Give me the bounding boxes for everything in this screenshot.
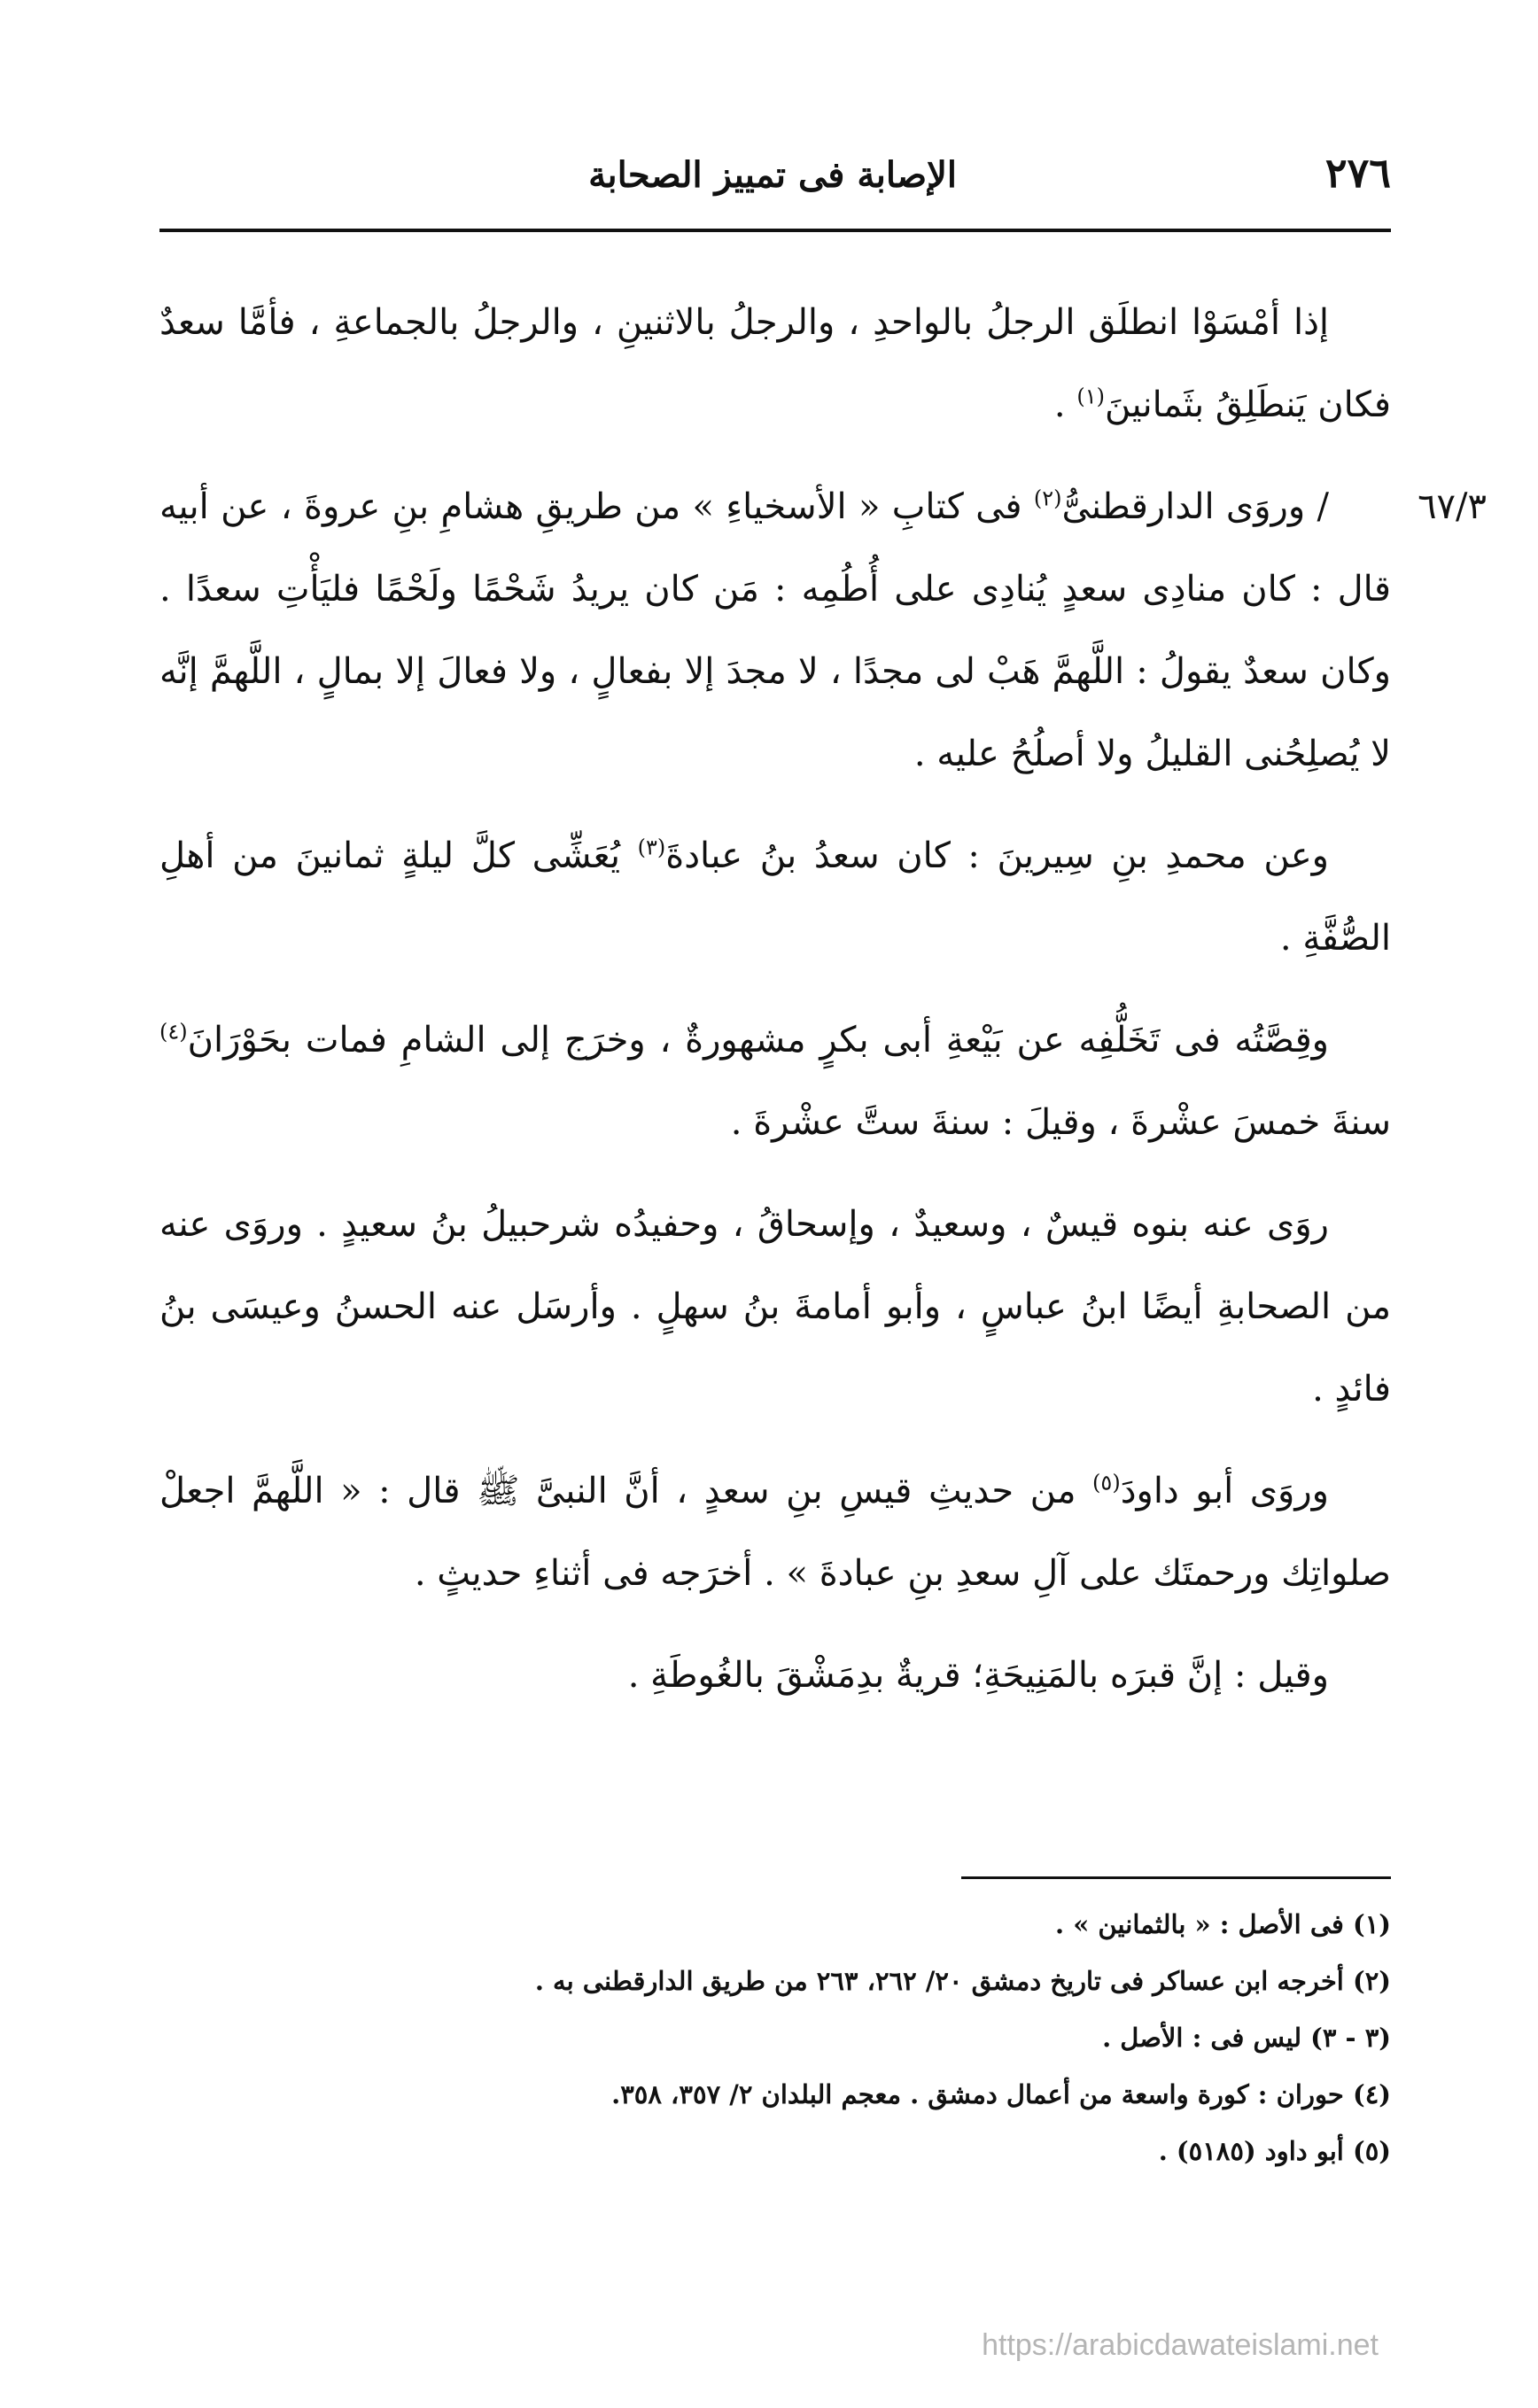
footnote-separator — [961, 1876, 1391, 1879]
text-run: من حديثِ قيسِ بنِ سعدٍ ، أنَّ النبىَّ ﷺ قال : « اللَّهمَّ اجعلْ صلواتِك ورحمتَك على آلِ سعدِ بنِ عبادةَ » . أخرَجه فى أثناءِ حديثٍ . — [159, 1471, 1391, 1594]
footnote-marker: (٥) — [1092, 1470, 1121, 1495]
footnotes — [159, 1896, 1391, 2179]
text-run: سنةَ خمسَ عشْرةَ ، وقيلَ : سنةَ ستَّ عشْرةَ . — [730, 1102, 1391, 1143]
footnote-1: (١) فى الأصل : « بالثمانين » . — [1055, 1909, 1391, 1939]
paragraph-2 — [159, 466, 1487, 796]
footnote-3: (٣ - ٣) ليس فى : الأصل . — [1102, 2023, 1391, 2053]
margin-reference: ٦٧/٣ — [1418, 486, 1487, 527]
header-rule — [159, 229, 1391, 232]
text-run: فى كتابِ « الأسخياءِ » من طريقِ هشامِ بنِ عروةَ ، عن أبيه قال : كان منادِى سعدٍ يُنادِى على أُطُمِه : مَن كان يريدُ شَحْمًا ولَحْمًا فليَأْتِ سعدًا . وكان سعدٌ يقولُ : اللَّهمَّ هَبْ لى مجدًا ، لا مجدَ إلا بفعالٍ ، ولا فعالَ إلا بمالٍ ، اللَّهمَّ إنَّه لا يُصلِحُنى القليلُ ولا أصلُحُ عليه . — [159, 486, 1391, 774]
page-header — [159, 149, 1391, 220]
footnote-4: (٤) حوران : كورة واسعة من أعمال دمشق . معجم البلدان ٢/ ٣٥٧، ٣٥٨. — [611, 2079, 1391, 2109]
main-text — [159, 282, 1487, 1736]
footnote-marker: (٢) — [1033, 485, 1062, 511]
text-run: يُعَشِّى كلَّ ليلةٍ ثمانينَ من أهلِ الصُّفَّةِ . — [159, 835, 1391, 959]
paragraph-1 — [159, 282, 1391, 447]
text-run: . — [1053, 385, 1077, 425]
paragraph-6 — [159, 1450, 1391, 1615]
paragraph-7 — [159, 1635, 1391, 1717]
paragraph-3 — [159, 815, 1391, 980]
footnote-marker: (١) — [1076, 384, 1105, 409]
text-run: وقيل : إنَّ قبرَه بالمَنِيحَةِ؛ قريةٌ بدِمَشْقَ بالغُوطَةِ . — [627, 1655, 1329, 1696]
text-run: وعن محمدِ بنِ سِيرينَ : كان سعدُ بنُ عبادةَ — [665, 835, 1330, 876]
footnote-2: (٢) أخرجه ابن عساكر فى تاريخ دمشق ٢٠/ ٢٦٢، ٢٦٣ من طريق الدارقطنى به . — [534, 1966, 1391, 1996]
footnote-5: (٥) أبو داود (٥١٨٥) . — [1158, 2136, 1391, 2166]
running-title: الإصابة فى تمييز الصحابة — [588, 154, 957, 196]
text-run: / وروَى الدارقطنىُّ — [1061, 486, 1329, 527]
footnote-marker: (٤) — [159, 1019, 188, 1045]
paragraph-5 — [159, 1184, 1391, 1431]
text-run: وقِصَّتُه فى تَخَلُّفِه عن بَيْعةِ أبى بكرٍ مشهورةٌ ، وخرَج إلى الشامِ فمات بحَوْرَانَ — [187, 1020, 1330, 1060]
page-number: ٢٧٦ — [1324, 149, 1391, 197]
text-run: وروَى أبو داودَ — [1120, 1471, 1329, 1511]
paragraph-4 — [159, 999, 1391, 1164]
footnote-marker: (٣) — [637, 835, 666, 860]
text-run: إذا أمْسَوْا انطلَق الرجلُ بالواحدِ ، والرجلُ بالاثنينِ ، والرجلُ بالجماعةِ ، فأمَّا سعدٌ فكان يَنطَلِقُ بثَمانينَ — [159, 302, 1391, 425]
watermark-url: https://arabicdawateislami.net — [982, 2328, 1379, 2362]
text-run: روَى عنه بنوه قيسٌ ، وسعيدٌ ، وإسحاقُ ، وحفيدُه شرحبيلُ بنُ سعيدٍ . وروَى عنه من الصحابةِ أيضًا ابنُ عباسٍ ، وأبو أمامةَ بنُ سهلٍ . وأرسَل عنه الحسنُ وعيسَى بنُ فائدٍ . — [159, 1204, 1391, 1410]
